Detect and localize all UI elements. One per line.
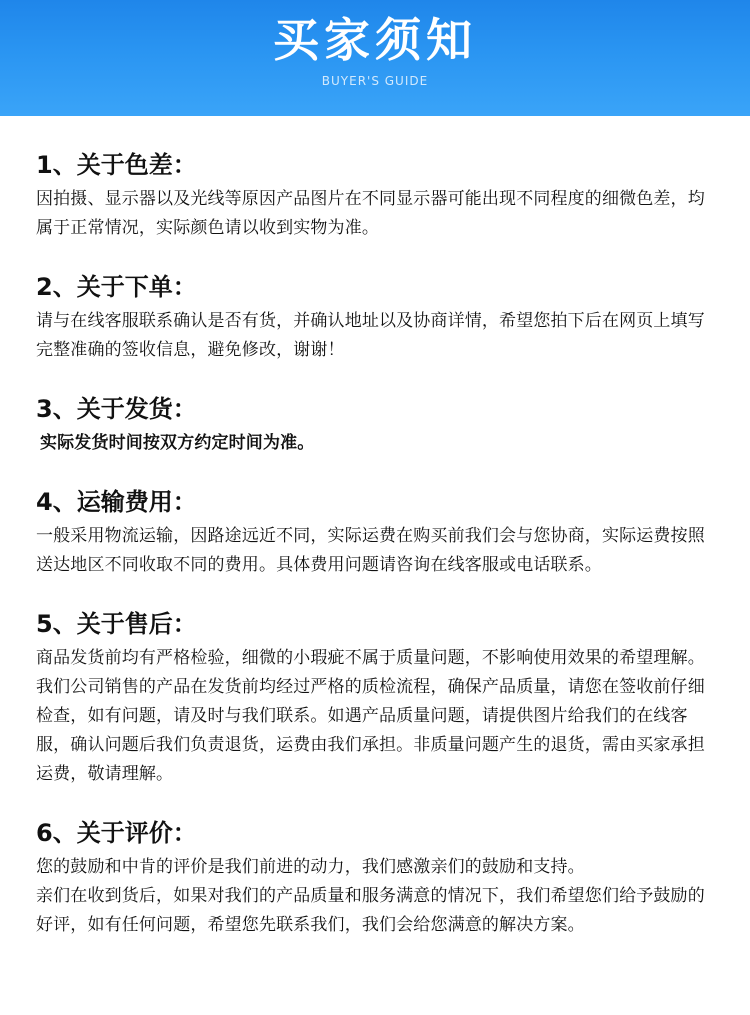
section-text: 因拍摄、显示器以及光线等原因产品图片在不同显示器可能出现不同程度的细微色差，均属于正常情况，实际颜色请以收到实物为准。	[36, 189, 705, 238]
section-title: 1、关于色差：	[36, 151, 197, 179]
section-title: 2、关于下单：	[36, 273, 197, 301]
section-ordering	[36, 272, 714, 365]
section-text: 您的鼓励和中肯的评价是我们前进的动力，我们感激亲们的鼓励和支持。	[36, 857, 585, 877]
page-subtitle: BUYER'S GUIDE	[321, 74, 429, 88]
section-after-sales	[36, 609, 714, 789]
section-title: 5、关于售后：	[36, 610, 197, 638]
page-title: 买家须知	[273, 13, 477, 67]
section-reviews	[36, 818, 714, 940]
section-text: 商品发货前均有严格检验，细微的小瑕疵不属于质量问题，不影响使用效果的希望理解。我们公司销售的产品在发货前均经过严格的质检流程，确保产品质量，请您在签收前仔细检查，如有问题，请及时与我们联系。如遇产品质量问题，请提供图片给我们的在线客服，确认问题后我们负责退货，运费由我们承担。非质量问题产生的退货，需由买家承担运费，敬请理解。	[36, 648, 705, 784]
section-text: 请与在线客服联系确认是否有货，并确认地址以及协商详情，希望您拍下后在网页上填写完整准确的签收信息，避免修改，谢谢！	[36, 311, 705, 360]
section-title: 6、关于评价：	[36, 819, 197, 847]
section-color-difference	[36, 150, 714, 243]
section-text: 实际发货时间按双方约定时间为准。	[40, 433, 315, 453]
section-title: 3、关于发货：	[36, 395, 197, 423]
section-text: 亲们在收到货后，如果对我们的产品质量和服务满意的情况下，我们希望您们给予鼓励的好评，如有任何问题，希望您先联系我们，我们会给您满意的解决方案。	[36, 886, 705, 935]
section-text: 一般采用物流运输，因路途远近不同，实际运费在购买前我们会与您协商，实际运费按照送达地区不同收取不同的费用。具体费用问题请咨询在线客服或电话联系。	[36, 526, 705, 575]
section-shipping	[36, 394, 714, 458]
guide-content	[0, 116, 750, 940]
guide-header-banner	[0, 0, 750, 116]
section-title: 4、运输费用：	[36, 488, 197, 516]
section-transport-fees	[36, 487, 714, 580]
